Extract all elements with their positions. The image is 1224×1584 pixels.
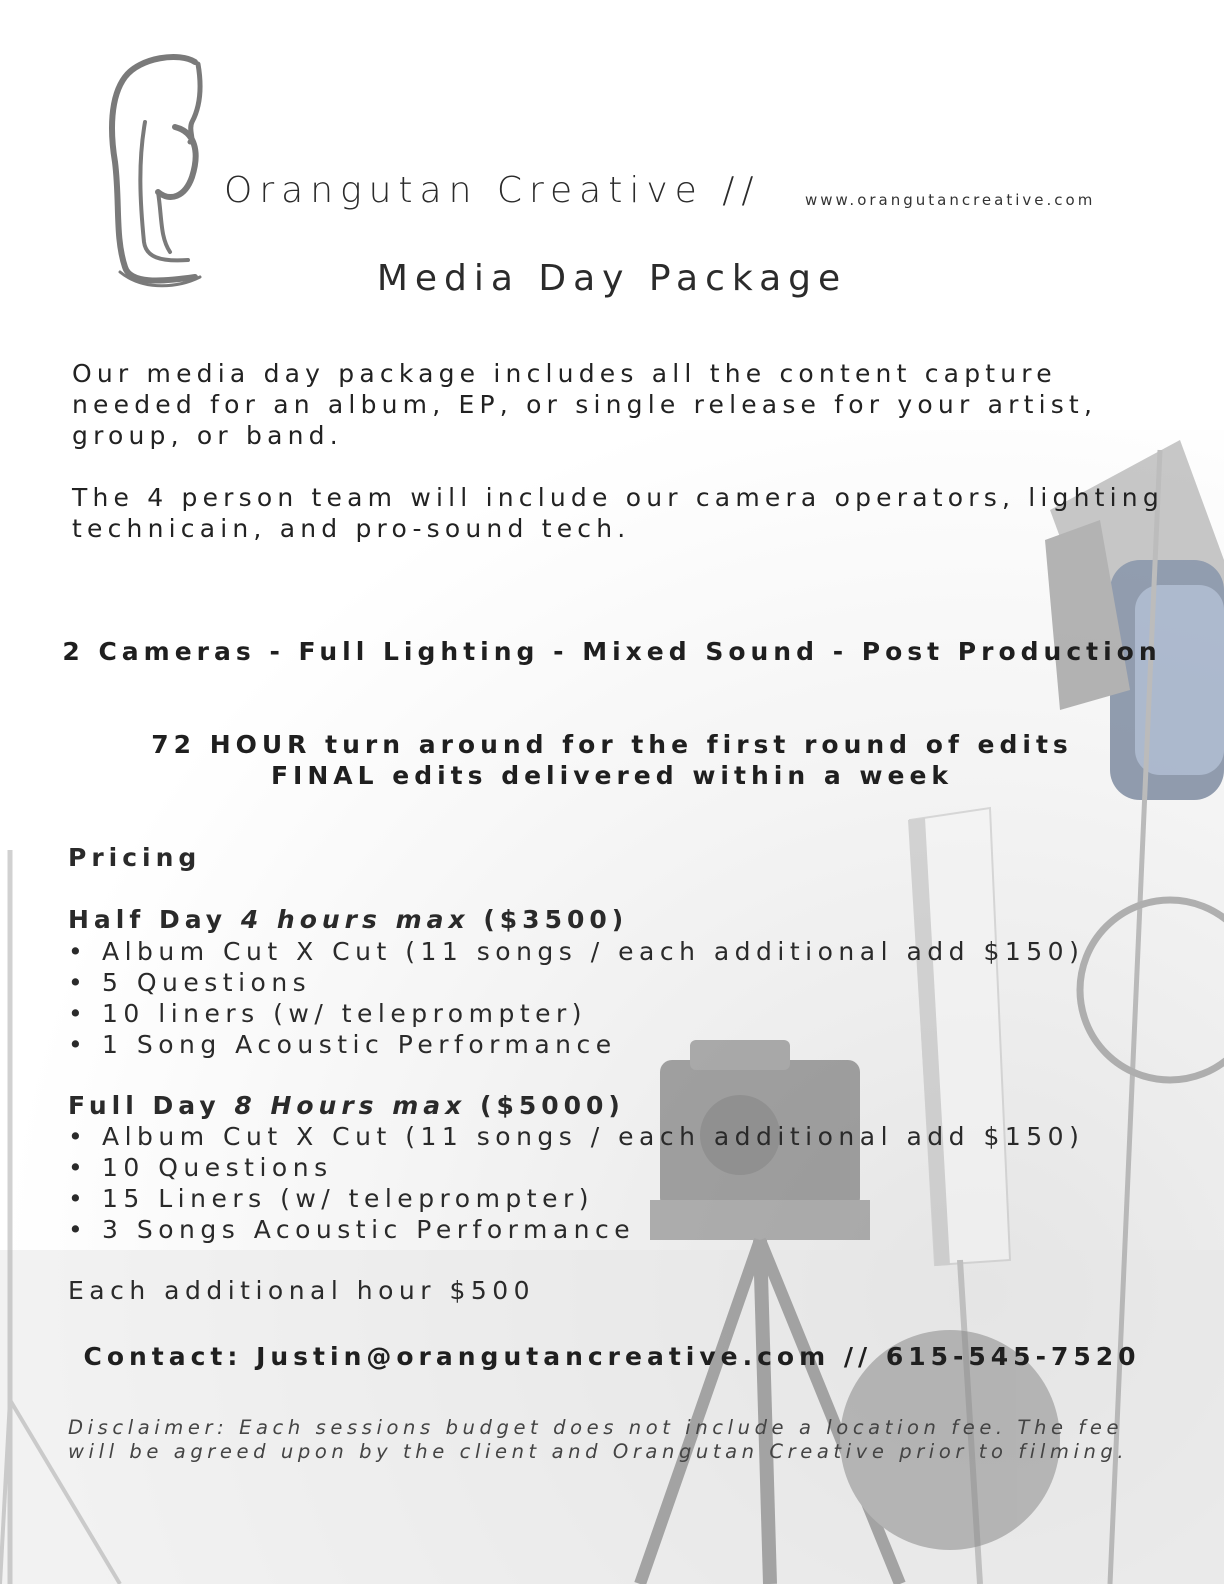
contact-line[interactable]: Contact: Justin@orangutancreative.com // 615-545-7520 [83,1342,1141,1371]
half-day-heading [68,905,628,934]
pricing-heading: Pricing [68,843,202,872]
intro-paragraph-1: Our media day package includes all the content capture needed for an album, EP, or single release for your artist, group, or band. [72,359,1098,450]
page-title: Media Day Package [376,258,848,299]
website-link[interactable]: www.orangutancreative.com [805,191,1096,209]
features-line: 2 Cameras - Full Lighting - Mixed Sound - Post Production [62,637,1162,666]
list-item: • 1 Song Acoustic Performance [68,1030,617,1059]
turnaround-line-2: FINAL edits delivered within a week [270,761,954,790]
bullet-icon: • [68,1030,89,1059]
half-day-duration: 4 hours max [240,905,470,934]
bullet-icon: • [68,1122,89,1151]
full-day-duration: 8 Hours max [234,1091,467,1120]
turnaround-line-1: 72 HOUR turn around for the first round of edits [151,730,1073,759]
bullet-icon: • [68,1153,89,1182]
list-item: • 10 liners (w/ teleprompter) [68,999,588,1028]
half-day-label: Half Day [68,905,228,934]
full-day-heading [68,1091,625,1120]
bullet-icon: • [68,937,89,966]
list-item: • Album Cut X Cut (11 songs / each additional add $150) [68,937,1085,966]
additional-hour-price: Each additional hour $500 [68,1276,536,1305]
half-day-price: ($3500) [483,905,629,934]
brand-name: Orangutan Creative // [224,170,761,211]
list-item: • 3 Songs Acoustic Performance [68,1215,636,1244]
list-item: • 10 Questions [68,1153,333,1182]
disclaimer-text: Disclaimer: Each sessions budget does not include a location fee. The fee will be agreed upon by the client and Orangutan Creative prior to filming. [68,1416,1129,1463]
full-day-label: Full Day [68,1091,221,1120]
intro-paragraph-2: The 4 person team will include our camera operators, lighting technicain, and pro-sound tech. [72,483,1164,543]
full-day-price: ($5000) [480,1091,625,1120]
bullet-icon: • [68,999,89,1028]
full-day-list [68,1121,1084,1245]
list-item: • Album Cut X Cut (11 songs / each additional add $150) [68,1122,1085,1151]
bullet-icon: • [68,1215,89,1244]
list-item: • 5 Questions [68,968,312,997]
half-day-list [68,936,1084,1060]
bullet-icon: • [68,968,89,997]
bullet-icon: • [68,1184,89,1213]
list-item: • 15 Liners (w/ teleprompter) [68,1184,595,1213]
